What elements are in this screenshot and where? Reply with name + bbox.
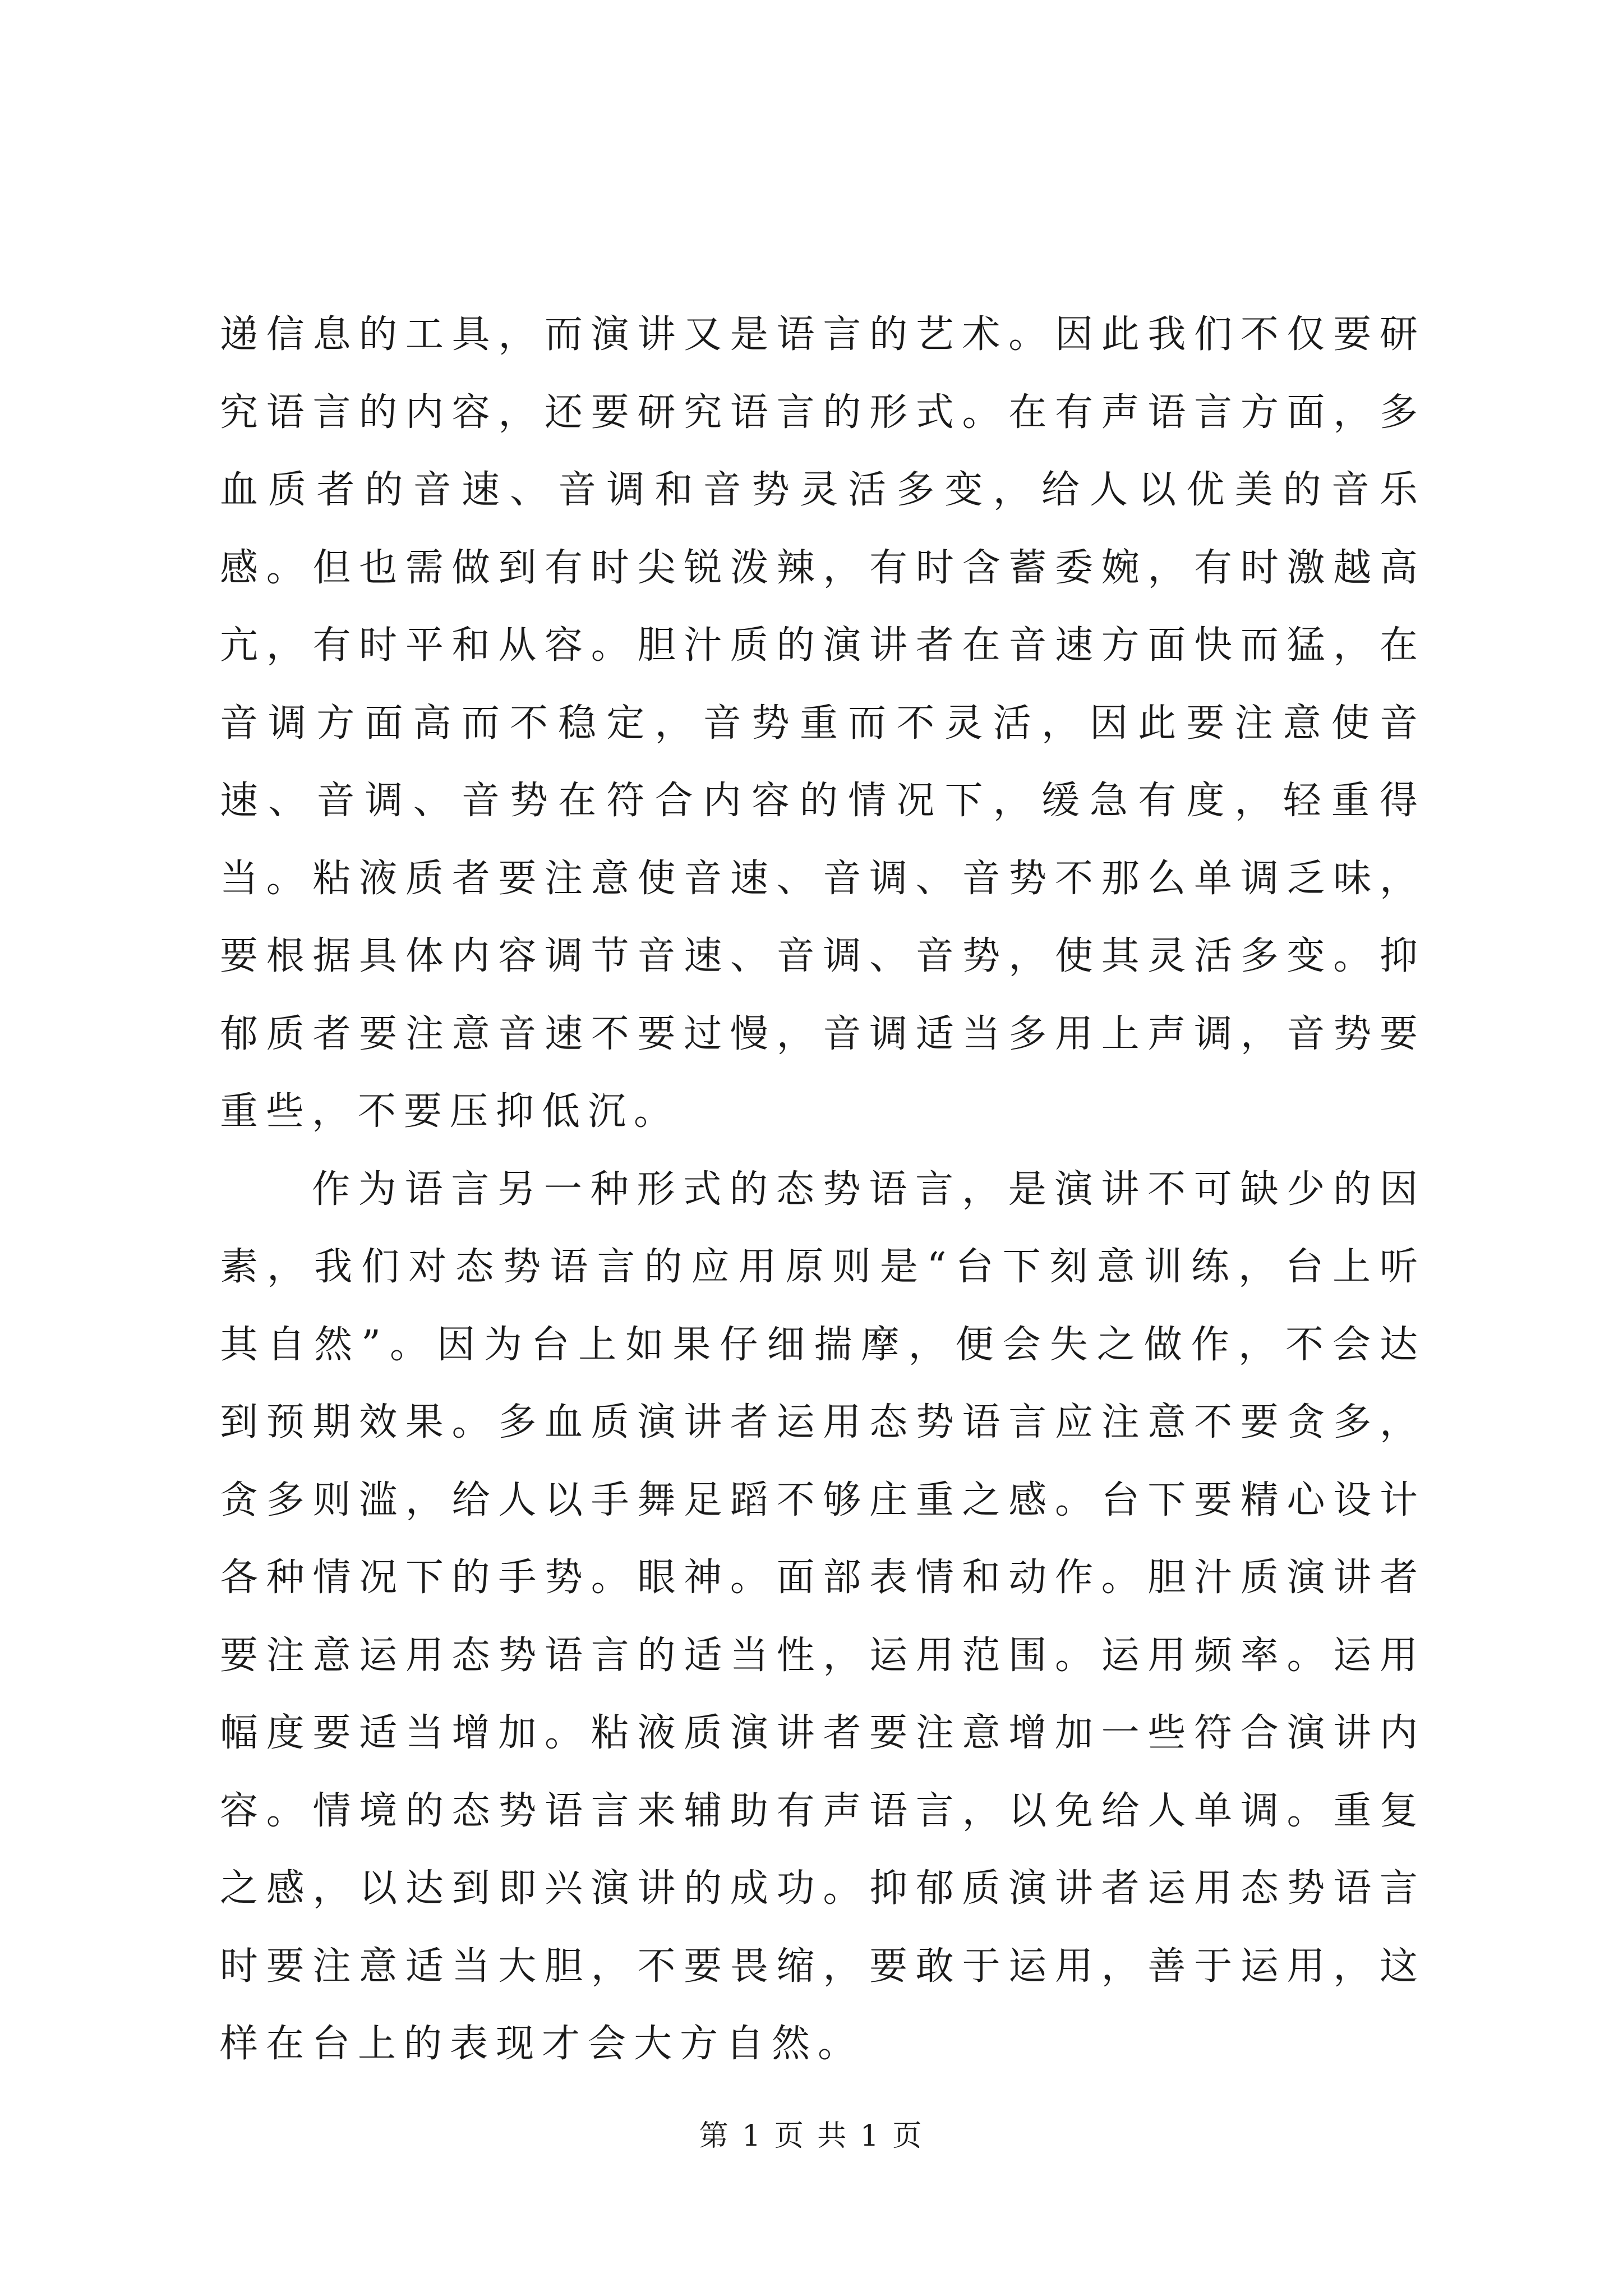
paragraph-continued: 递信息的工具，而演讲又是语言的艺术。因此我们不仅要研究语言的内容，还要研究语言的形式。在有声语言方面，多血质者的音速、音调和音势灵活多变，给人以优美的音乐感。但也需做到有时尖锐泼辣，有时含蓄委婉，有时激越高亢，有时平和从容。胆汁质的演讲者在音速方面快而猛，在音调方面高而不稳定，音势重而不灵活，因此要注意使音速、音调、音势在符合内容的情况下，缓急有度，轻重得当。粘液质者要注意使音速、音调、音势不那么单调乏味，要根据具体内容调节音速、音调、音势，使其灵活多变。抑郁质者要注意音速不要过慢，音调适当多用上声调，音势要重些，不要压抑低沉。 [220,312,1426,1134]
document-body [220,296,1426,2083]
page-footer: 第 1 页 共 1 页 [699,2119,924,2153]
paragraph-body-language: 作为语言另一种形式的态势语言，是演讲不可缺少的因素，我们对态势语言的应用原则是“台下刻意训练，台上听其自然”。因为台上如果仔细揣摩，便会失之做作，不会达到预期效果。多血质演讲者运用态势语言应注意不要贪多，贪多则滥，给人以手舞足蹈不够庄重之感。台下要精心设计各种情况下的手势。眼神。面部表情和动作。胆汁质演讲者要注意运用态势语言的适当性，运用范围。运用频率。运用幅度要适当增加。粘液质演讲者要注意增加一些符合演讲内容。情境的态势语言来辅助有声语言，以免给人单调。重复之感，以达到即兴演讲的成功。抑郁质演讲者运用态势语言时要注意适当大胆，不要畏缩，要敢于运用，善于运用，这样在台上的表现才会大方自然。 [220,1167,1426,2066]
